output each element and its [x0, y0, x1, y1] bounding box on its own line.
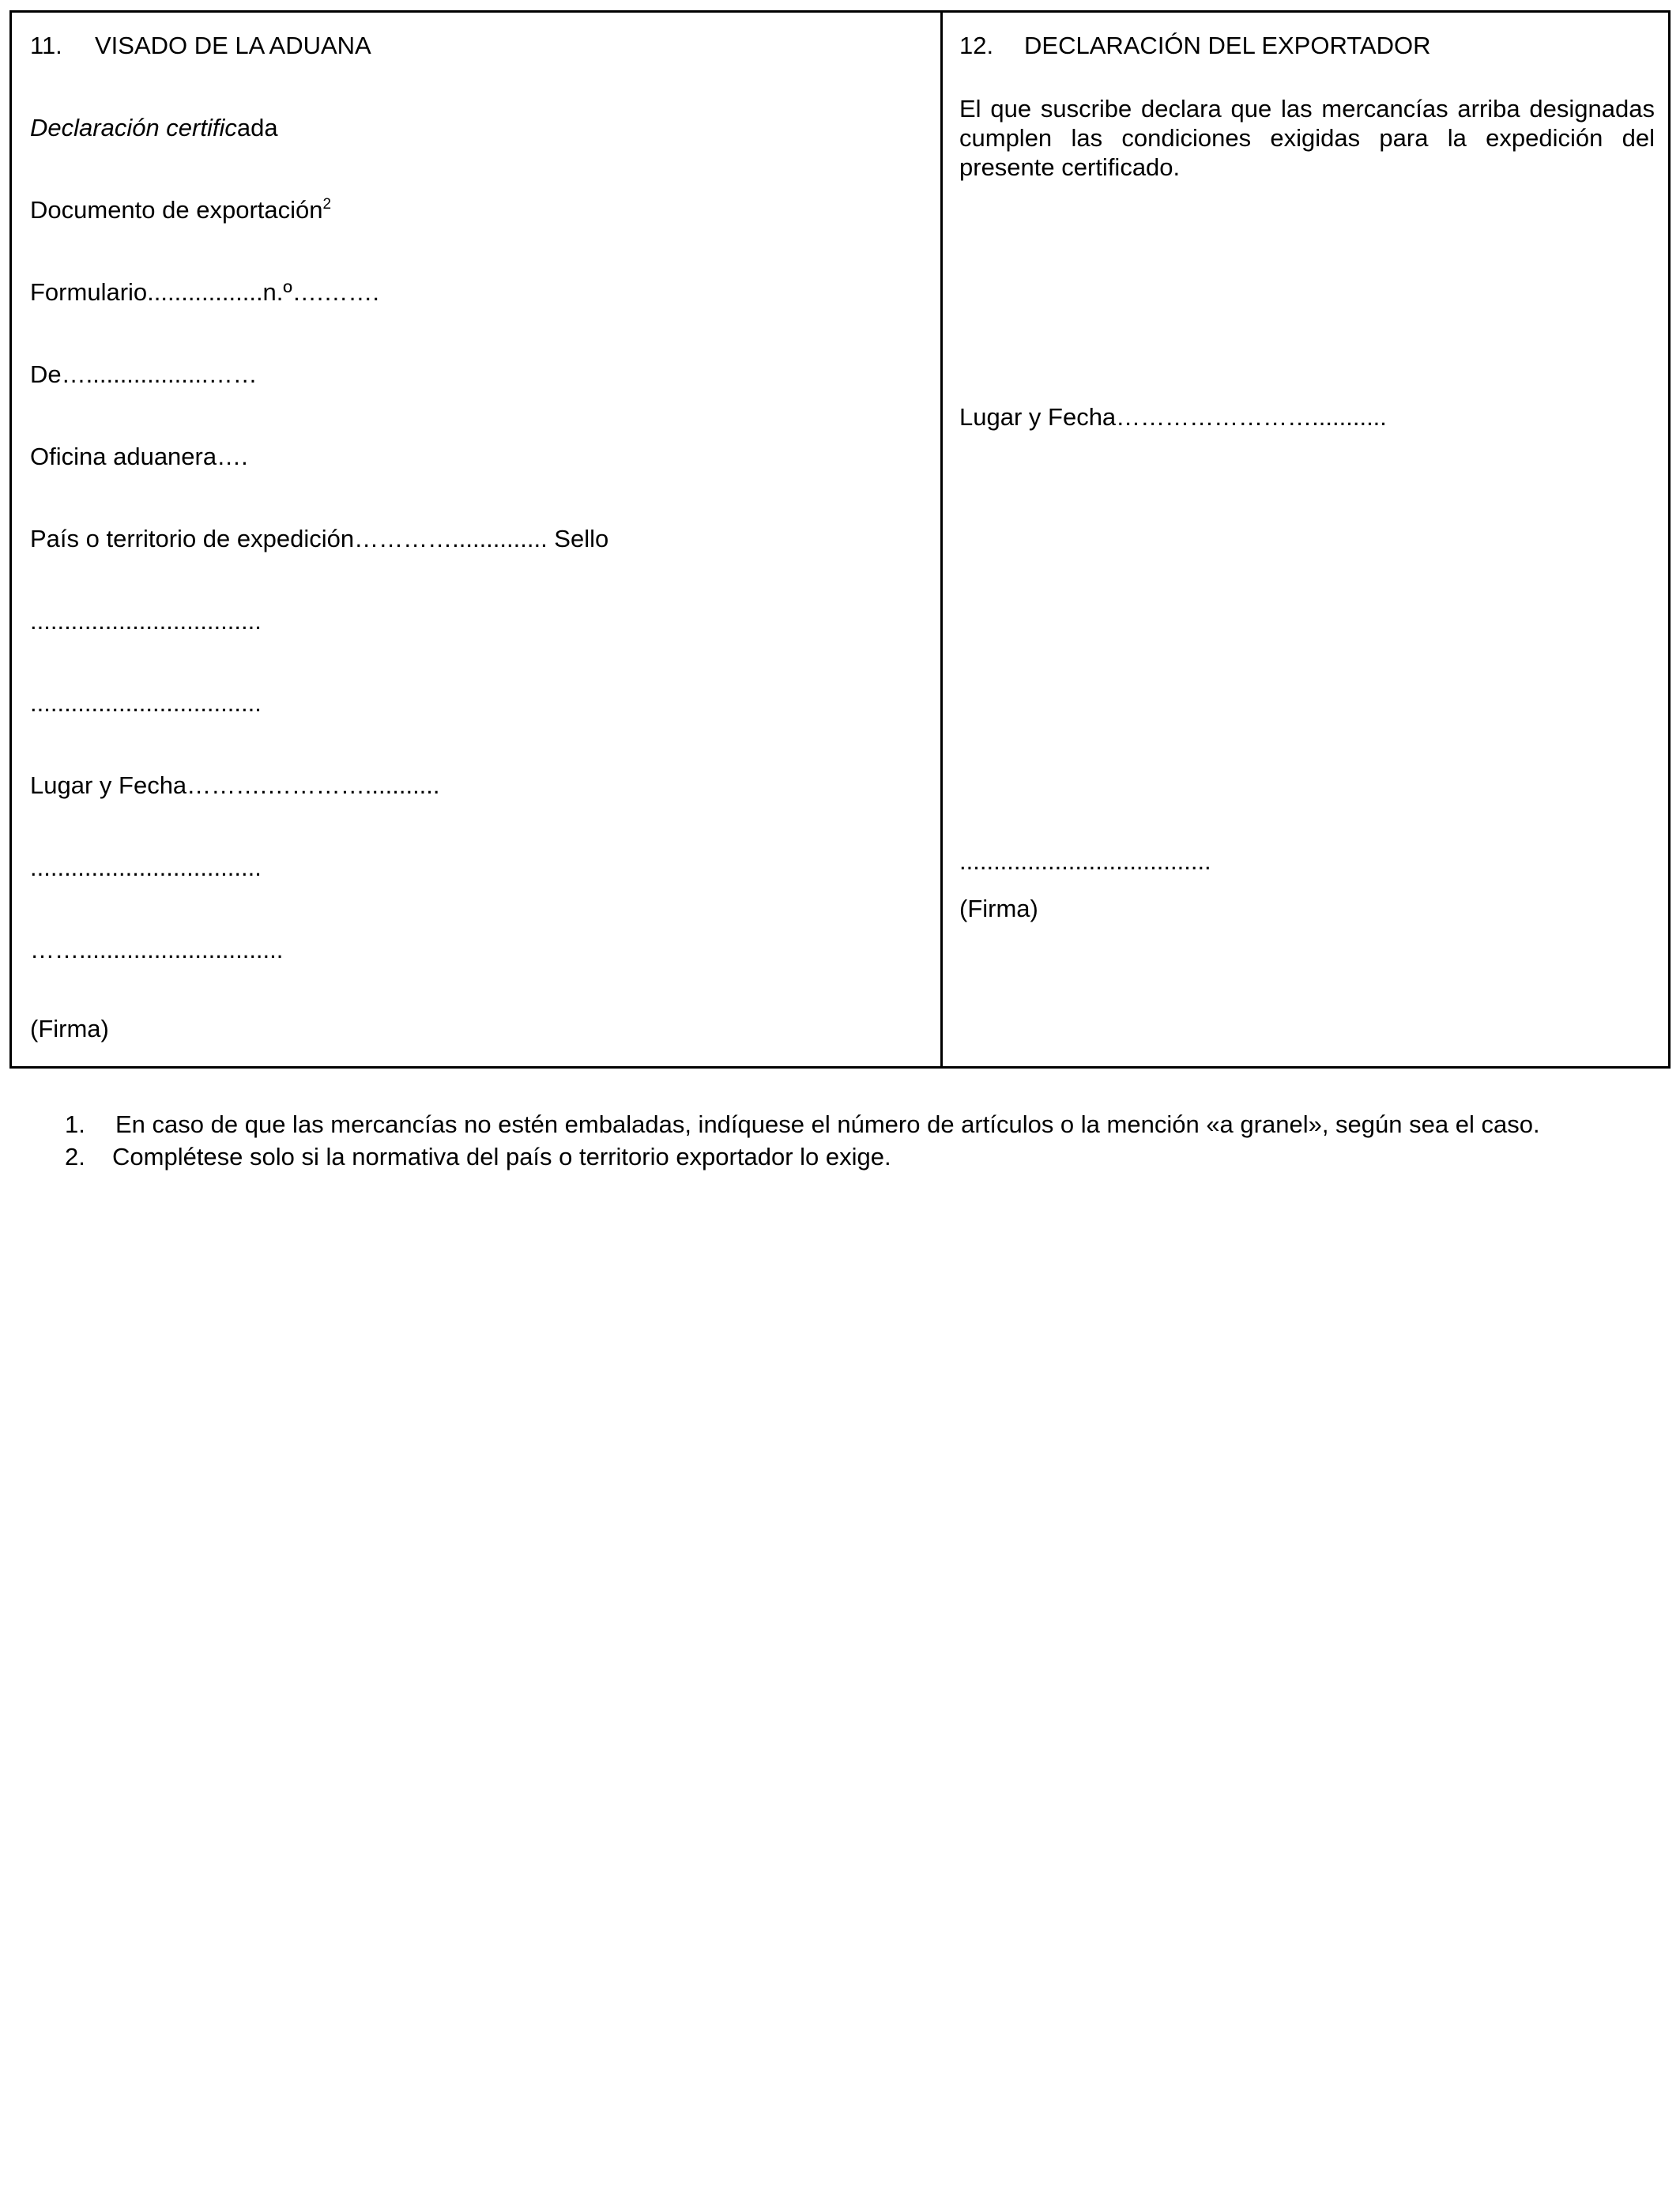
export-document-label	[30, 196, 331, 224]
box-11-heading	[30, 32, 371, 60]
customs-office-line: Oficina aduanera….	[30, 443, 248, 470]
dotted-line-1: ..................................	[30, 607, 262, 635]
customs-signature-label: (Firma)	[30, 1015, 109, 1042]
footnote-1-number: 1.	[65, 1110, 85, 1138]
country-of-dispatch-line: País o territorio de expedición………….............. Sello	[30, 525, 609, 552]
dotted-line-4: ……..............................	[30, 936, 284, 963]
customs-place-date-line: Lugar y Fecha……….…………...........	[30, 771, 440, 799]
box-11-number: 11.	[30, 32, 62, 59]
customs-endorsement-box	[30, 32, 923, 1051]
box-12-title: DECLARACIÓN DEL EXPORTADOR	[1024, 32, 1431, 59]
footnote-2	[65, 1143, 891, 1171]
footnote-ref-2: 2	[322, 196, 332, 213]
form-number-line: Formulario.................n.º….…….	[30, 278, 379, 306]
export-document-text: Documento de exportación	[30, 196, 323, 224]
footnote-2-number: 2.	[65, 1143, 85, 1171]
from-line: De…..................……	[30, 360, 258, 388]
certified-declaration-italic: Declaración certific	[30, 114, 237, 141]
dotted-line-3: ..................................	[30, 854, 262, 881]
dotted-line-2: ..................................	[30, 689, 262, 717]
exporter-declaration-box	[959, 32, 1655, 1051]
certificate-form-table	[9, 10, 1671, 1069]
box-12-number: 12.	[959, 32, 994, 59]
certified-declaration-rest: ada	[236, 114, 278, 141]
footnote-1-text: En caso de que las mercancías no estén embaladas, indíquese el número de artículos o la mención «a granel», según sea el caso.	[115, 1110, 1540, 1138]
footnote-1	[65, 1110, 1540, 1139]
footnote-2-text: Complétese solo si la normativa del país o territorio exportador lo exige.	[112, 1143, 891, 1171]
exporter-signature-line: .....................................	[959, 847, 1211, 875]
exporter-signature-label: (Firma)	[959, 895, 1038, 922]
box-11-title: VISADO DE LA ADUANA	[95, 32, 371, 59]
exporter-declaration-text: El que suscribe declara que las mercancías arriba designadas cumplen las condiciones exigidas para la expedición del presente certificado.	[959, 95, 1655, 181]
certified-declaration	[30, 114, 278, 142]
column-divider	[940, 13, 943, 1066]
exporter-place-date-line: Lugar y Fecha……………………...........	[959, 403, 1387, 431]
box-12-heading	[959, 32, 1430, 60]
